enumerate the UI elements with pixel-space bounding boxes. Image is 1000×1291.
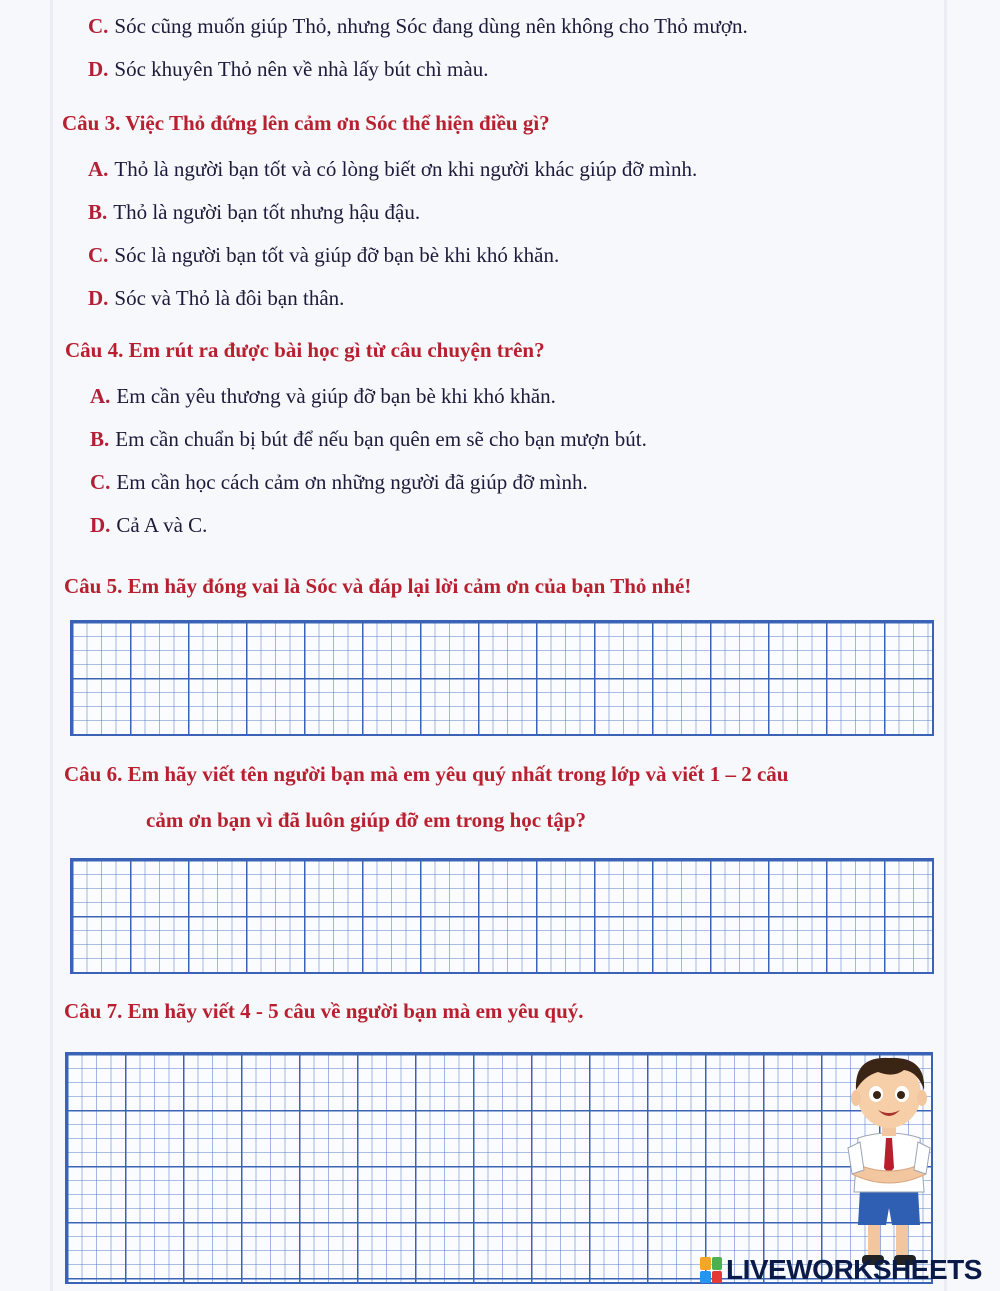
q2-option-c[interactable] <box>88 14 748 39</box>
option-text: Em cần học cách cảm ơn những người đã giúp đỡ mình. <box>116 470 588 494</box>
question-5-title: Câu 5. Em hãy đóng vai là Sóc và đáp lại lời cảm ơn của bạn Thỏ nhé! <box>64 574 692 598</box>
q3-option-b[interactable] <box>88 200 420 225</box>
page-edge-right <box>944 0 947 1291</box>
option-letter: D. <box>88 57 109 81</box>
option-text: Sóc khuyên Thỏ nên về nhà lấy bút chì màu. <box>114 57 489 81</box>
question-4-title: Câu 4. Em rút ra được bài học gì từ câu chuyện trên? <box>65 338 545 362</box>
q2-option-d[interactable] <box>88 57 488 82</box>
option-letter: A. <box>90 384 111 408</box>
q6-answer-grid[interactable] <box>70 858 934 974</box>
option-text: Sóc và Thỏ là đôi bạn thân. <box>114 286 345 310</box>
boy-illustration <box>834 1050 944 1275</box>
question-6-title-line2: cảm ơn bạn vì đã luôn giúp đỡ em trong học tập? <box>146 808 587 832</box>
page-edge-left <box>50 0 53 1291</box>
q3-option-a[interactable] <box>88 157 697 182</box>
option-text: Thỏ là người bạn tốt nhưng hậu đậu. <box>113 200 421 224</box>
option-text: Sóc là người bạn tốt và giúp đỡ bạn bè khi khó khăn. <box>114 243 560 267</box>
option-text: Cả A và C. <box>116 513 208 537</box>
liveworksheets-logo-text: LIVEWORKSHEETS <box>726 1254 982 1285</box>
option-text: Em cần yêu thương và giúp đỡ bạn bè khi khó khăn. <box>116 384 556 408</box>
option-letter: B. <box>90 427 110 451</box>
option-letter: C. <box>88 243 109 267</box>
q7-answer-grid[interactable] <box>65 1052 933 1284</box>
option-text: Em cần chuẩn bị bút để nếu bạn quên em sẽ cho bạn mượn bút. <box>115 427 647 451</box>
q3-option-c[interactable] <box>88 243 559 268</box>
option-letter: C. <box>88 14 109 38</box>
option-letter: A. <box>88 157 109 181</box>
q5-answer-grid[interactable] <box>70 620 934 736</box>
option-letter: C. <box>90 470 111 494</box>
option-letter: D. <box>88 286 109 310</box>
question-7-title: Câu 7. Em hãy viết 4 - 5 câu về người bạn mà em yêu quý. <box>64 999 584 1023</box>
question-3-title: Câu 3. Việc Thỏ đứng lên cảm ơn Sóc thể hiện điều gì? <box>62 111 550 135</box>
question-6-title-line1: Câu 6. Em hãy viết tên người bạn mà em yêu quý nhất trong lớp và viết 1 – 2 câu <box>64 762 789 786</box>
q3-option-d[interactable] <box>88 286 344 311</box>
q4-option-a[interactable] <box>90 384 556 409</box>
option-text: Thỏ là người bạn tốt và có lòng biết ơn khi người khác giúp đỡ mình. <box>114 157 698 181</box>
q4-option-d[interactable] <box>90 513 207 538</box>
q4-option-b[interactable] <box>90 427 647 452</box>
liveworksheets-logo <box>700 1254 982 1286</box>
q4-option-c[interactable] <box>90 470 588 495</box>
option-letter: D. <box>90 513 111 537</box>
option-text: Sóc cũng muốn giúp Thỏ, nhưng Sóc đang dùng nên không cho Thỏ mượn. <box>114 14 748 38</box>
option-letter: B. <box>88 200 108 224</box>
liveworksheets-logo-icon <box>700 1257 722 1283</box>
